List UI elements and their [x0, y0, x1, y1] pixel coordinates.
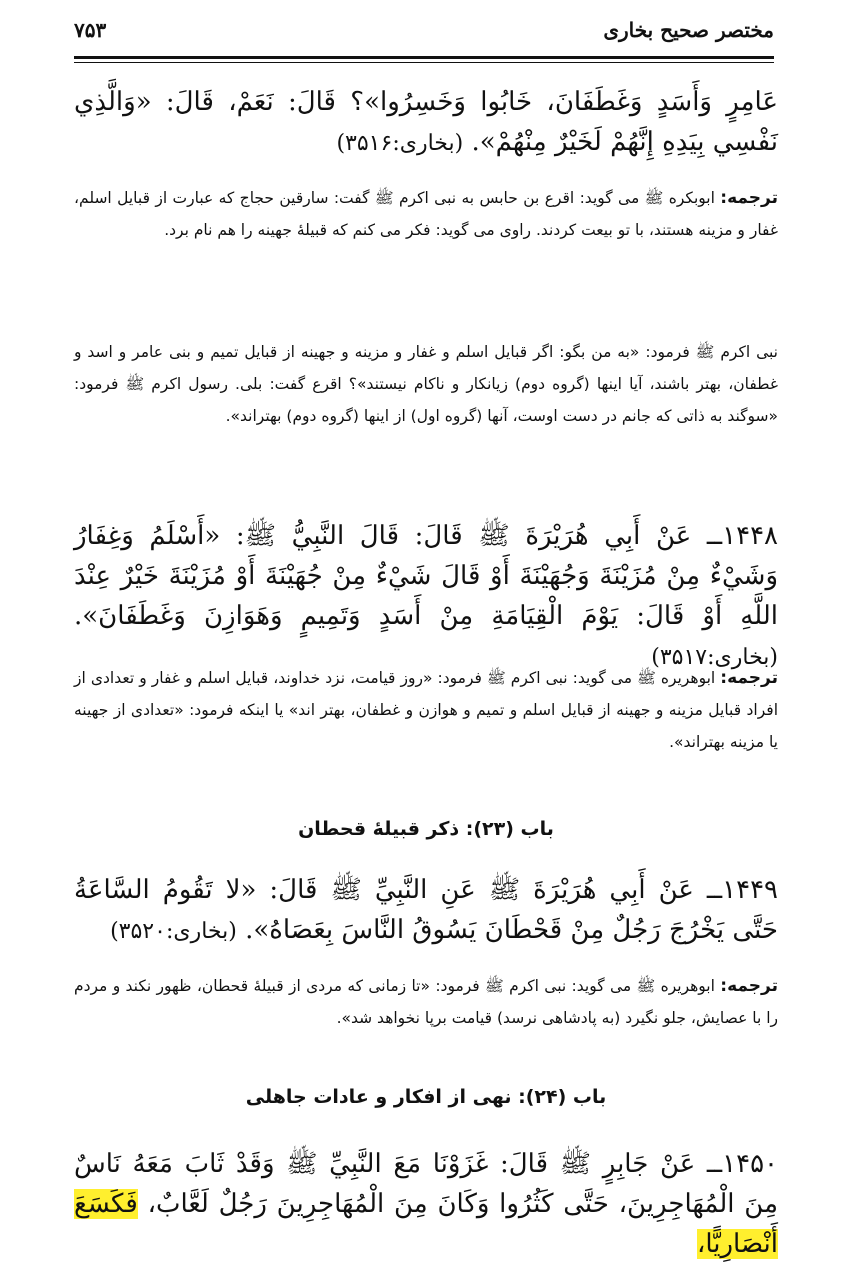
arabic-text: ۱۴۴۹ــ عَنْ أَبِي هُرَيْرَةَ ﷺ عَنِ النَّبِيِّ ﷺ قَالَ: «لا تَقُومُ السَّاعَةُ حَتَّى يَخْرُجَ رَجُلٌ مِنْ قَحْطَانَ يَسُوقُ النَّاسَ بِعَصَاهُ».: [74, 875, 778, 945]
page-header: [74, 14, 774, 50]
header-rule-thin: [74, 62, 774, 63]
translation-text: ابوهریره ﷺ می گوید: نبی اکرم ﷺ فرمود: «روز قیامت، نزد خداوند، قبایل اسلم و غفار و تعدادی از افراد قبایل مزینه و جهینه از قبایل اسلم و تمیم و هوازن و غطفان، بهتر اند» یا اینکه فرمود: «تعدادی از جهینه یا مزینه بهتراند».: [74, 669, 778, 751]
translation-label: ترجمه:: [720, 976, 778, 996]
chapter-heading-23: باب (۲۳): ذکر قبیلۀ قحطان: [298, 818, 554, 840]
translation-text: ابوهریره ﷺ می گوید: نبی اکرم ﷺ فرمود: «تا زمانی که مردی از قبیلۀ قحطان، ظهور نکند و مردم را با عصایش، جلو نگیرد (به پادشاهی نرسد) قیامت برپا نخواهد شد».: [74, 977, 778, 1027]
arabic-text-continued: [74, 82, 778, 164]
book-title: مختصر صحیح بخاری: [603, 18, 774, 42]
arabic-text: ۱۴۴۸ــ عَنْ أَبِي هُرَيْرَةَ ﷺ قَالَ: قَالَ النَّبِيُّ ﷺ: «أَسْلَمُ وَغِفَارُ وَشَيْءٌ مِنْ مُزَيْنَةَ وَجُهَيْنَةَ أَوْ قَالَ شَيْءٌ مِنْ جُهَيْنَةَ أَوْ مُزَيْنَةَ خَيْرٌ عِنْدَ اللَّهِ أَوْ قَالَ: يَوْمَ الْقِيَامَةِ مِنْ أَسَدٍ وَتَمِيمٍ وَهَوَازِنَ وَغَطَفَانَ».: [74, 521, 778, 631]
translation-label: ترجمه:: [720, 668, 778, 688]
reference: (بخاری:۳۵۱۶): [336, 131, 464, 156]
translation-label: ترجمه:: [720, 188, 778, 208]
reference: (بخاری:۳۵۲۰): [110, 919, 237, 944]
translation-text: نبی اکرم ﷺ فرمود: «به من بگو: اگر قبایل اسلم و غفار و مزینه و جهینه از قبایل تمیم و بنی عامر و اسد و غطفان، بهتر باشند، آیا اینها (گروه دوم) زیانکار و ناکام نیستند»؟ اقرع گفت: بلی. رسول اکرم ﷺ فرمود: «سوگند به ذاتی که جانم در دست اوست، آنها (گروه اول) از اینها (گروه دوم) بهتراند».: [74, 343, 778, 425]
hadith-1450: [74, 1144, 778, 1264]
arabic-text: عَامِرٍ وَأَسَدٍ وَغَطَفَانَ، خَابُوا وَخَسِرُوا»؟ قَالَ: نَعَمْ، قَالَ: «وَالَّذِي نَفْسِي بِيَدِهِ إِنَّهُمْ لَخَيْرٌ مِنْهُمْ».: [74, 87, 778, 157]
reference: (بخاری:۳۵۱۷): [651, 645, 778, 670]
highlighted-text: فَكَسَعَ أَنْصَارِيًّا،: [74, 1189, 778, 1259]
translation-text: ابوبکره ﷺ می گوید: اقرع بن حابس به نبی اکرم ﷺ گفت: سارقین حجاج که عبارت از قبایل اسلم، غفار و مزینه هستند، با تو بیعت کردند. راوی می گوید: فکر می کنم که قبیلۀ جهینه را هم نام برد.: [74, 189, 778, 239]
translation-1448: [74, 662, 778, 758]
translation-paragraph-2: [74, 336, 778, 432]
chapter-heading-24: باب (۲۴): نهی از افکار و عادات جاهلی: [245, 1086, 607, 1108]
hadith-1448: [74, 516, 778, 678]
page-number: ۷۵۳: [74, 18, 107, 42]
translation-1449: [74, 970, 778, 1034]
header-rule-thick: [74, 56, 774, 59]
hadith-1449: [74, 870, 778, 952]
translation-paragraph: [74, 182, 778, 246]
arabic-text: ۱۴۵۰ــ عَنْ جَابِرٍ ﷺ قَالَ: غَزَوْنَا مَعَ النَّبِيِّ ﷺ وَقَدْ ثَابَ مَعَهُ نَاسٌ مِنَ الْمُهَاجِرِينَ، حَتَّى كَثُرُوا وَكَانَ مِنَ الْمُهَاجِرِينَ رَجُلٌ لَعَّابٌ،: [74, 1149, 779, 1219]
